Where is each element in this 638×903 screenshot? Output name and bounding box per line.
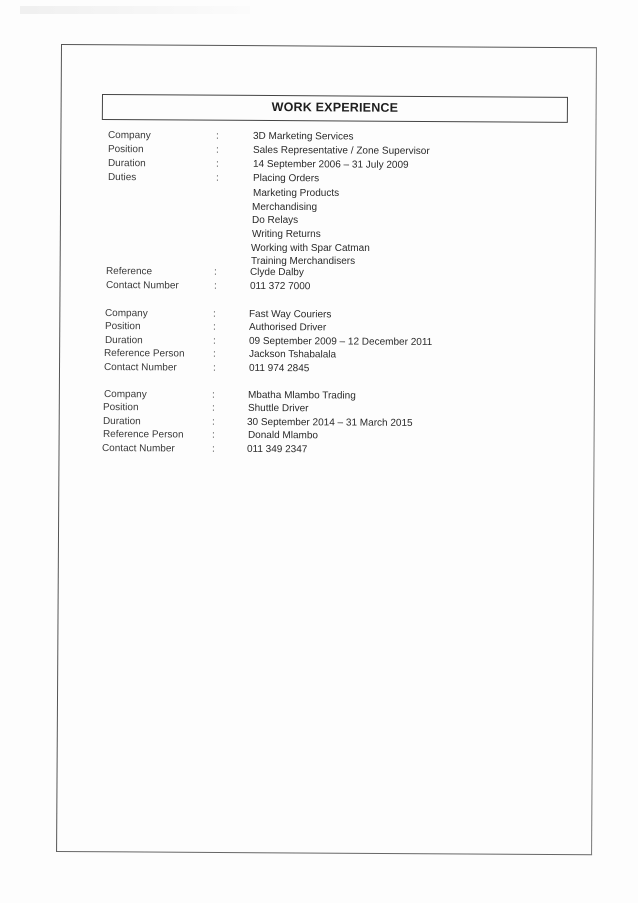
separator: : bbox=[213, 266, 217, 278]
duration-label: Duration bbox=[104, 334, 143, 347]
duration-value: 09 September 2009 – 12 December 2011 bbox=[248, 335, 433, 348]
separator: : bbox=[215, 158, 219, 170]
separator: : bbox=[212, 321, 216, 333]
duration-label: Duration bbox=[102, 415, 141, 428]
separator: : bbox=[211, 402, 215, 414]
section-title: WORK EXPERIENCE bbox=[271, 100, 399, 115]
duration-value: 14 September 2006 – 31 July 2009 bbox=[252, 158, 409, 171]
reference-label: Reference bbox=[105, 265, 153, 278]
company-label: Company bbox=[103, 388, 147, 401]
reference-value: Donald Mlambo bbox=[247, 429, 319, 442]
company-value: 3D Marketing Services bbox=[252, 130, 354, 143]
reference-value: Clyde Dalby bbox=[249, 266, 304, 279]
duration-label: Duration bbox=[107, 157, 146, 170]
separator: : bbox=[215, 130, 219, 142]
company-value: Mbatha Mlambo Trading bbox=[247, 389, 356, 402]
contact-value: 011 349 2347 bbox=[246, 443, 308, 456]
contact-value: 011 974 2845 bbox=[248, 362, 310, 375]
separator: : bbox=[211, 443, 215, 455]
separator: : bbox=[215, 144, 219, 156]
position-value: Authorised Driver bbox=[248, 321, 327, 334]
separator: : bbox=[213, 280, 217, 292]
separator: : bbox=[211, 389, 215, 401]
company-label: Company bbox=[104, 307, 148, 320]
separator: : bbox=[211, 429, 215, 441]
duty-item: Marketing Products bbox=[253, 188, 340, 199]
separator: : bbox=[212, 335, 216, 347]
position-label: Position bbox=[102, 401, 139, 414]
position-value: Shuttle Driver bbox=[247, 402, 309, 415]
separator: : bbox=[212, 362, 216, 374]
duty-item: Do Relays bbox=[252, 215, 299, 226]
position-label: Position bbox=[107, 143, 144, 156]
reference-label: Reference Person bbox=[102, 428, 184, 441]
reference-value: Jackson Tshabalala bbox=[248, 348, 337, 361]
contact-label: Contact Number bbox=[103, 361, 177, 374]
contact-label: Contact Number bbox=[101, 442, 175, 455]
duty-item: Placing Orders bbox=[252, 172, 320, 185]
duty-item: Training Merchandisers bbox=[251, 256, 356, 267]
duration-value: 30 September 2014 – 31 March 2015 bbox=[246, 416, 413, 429]
separator: : bbox=[211, 416, 215, 428]
position-value: Sales Representative / Zone Supervisor bbox=[252, 144, 430, 157]
position-label: Position bbox=[104, 320, 141, 333]
company-label: Company bbox=[107, 129, 151, 142]
contact-label: Contact Number bbox=[105, 279, 179, 292]
duty-item: Writing Returns bbox=[252, 229, 321, 240]
duty-item: Merchandising bbox=[252, 202, 318, 213]
duty-item: Working with Spar Catman bbox=[251, 243, 370, 254]
duties-label: Duties bbox=[107, 171, 137, 184]
separator: : bbox=[212, 348, 216, 360]
contact-value: 011 372 7000 bbox=[249, 280, 311, 293]
separator: : bbox=[215, 172, 219, 184]
separator: : bbox=[212, 308, 216, 320]
reference-label: Reference Person bbox=[103, 347, 185, 360]
company-value: Fast Way Couriers bbox=[248, 308, 332, 321]
